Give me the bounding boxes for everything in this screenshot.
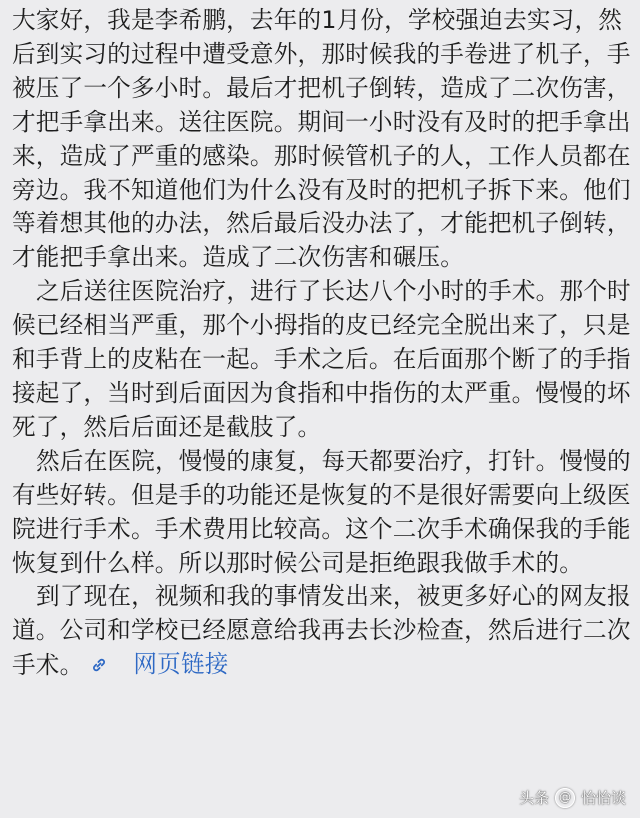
web-link-label[interactable]: 网页链接 — [133, 650, 229, 679]
paragraph-2: 之后送往医院治疗，进行了长达八个小时的手术。那个时候已经相当严重，那个小拇指的皮已经完全脱出来了，只是和手背上的皮粘在一起。手术之后。在后面那个断了的手指接起了，当时到后面因为食指和中指伤的太严重。慢慢的坏死了，然后后面还是截肢了。 — [12, 277, 631, 441]
paragraph-1: 大家好，我是李希鹏，去年的1月份，学校强迫去实习，然后到实习的过程中遭受意外，那时候我的手卷进了机子，手被压了一个多小时。最后才把机子倒转，造成了二次伤害，才把手拿出来。送往医院。期间一小时没有及时的把手拿出来，造成了严重的感染。那时候管机子的人，工作人员都在旁边。我不知道他们为什么没有及时的把机子拆下来。他们等着想其他的办法，然后最后没办法了，才能把机子倒转，才能把手拿出来。造成了二次伤害和碾压。 — [12, 6, 631, 272]
web-link[interactable] — [83, 648, 228, 682]
watermark-prefix: 头条 — [518, 789, 549, 807]
link-icon — [91, 657, 107, 673]
paragraph-4 — [12, 580, 636, 683]
paragraph-3: 然后在医院，慢慢的康复，每天都要治疗，打针。慢慢的有些好转。但是手的功能还是恢复的不是很好需要向上级医院进行手术。手术费用比较高。这个二次手术确保我的手能恢复到什么样。所以那时候公司是拒绝跟我做手术的。 — [12, 446, 631, 577]
watermark — [519, 787, 626, 808]
at-icon: @ — [555, 788, 575, 808]
paragraph-4-text: 到了现在，视频和我的事情发出来，被更多好心的网友报道。公司和学校已经愿意给我再去长沙检查，然后进行二次手术。 — [12, 582, 631, 680]
article-body — [12, 4, 636, 683]
watermark-author: 怡怡谈 — [580, 789, 626, 807]
